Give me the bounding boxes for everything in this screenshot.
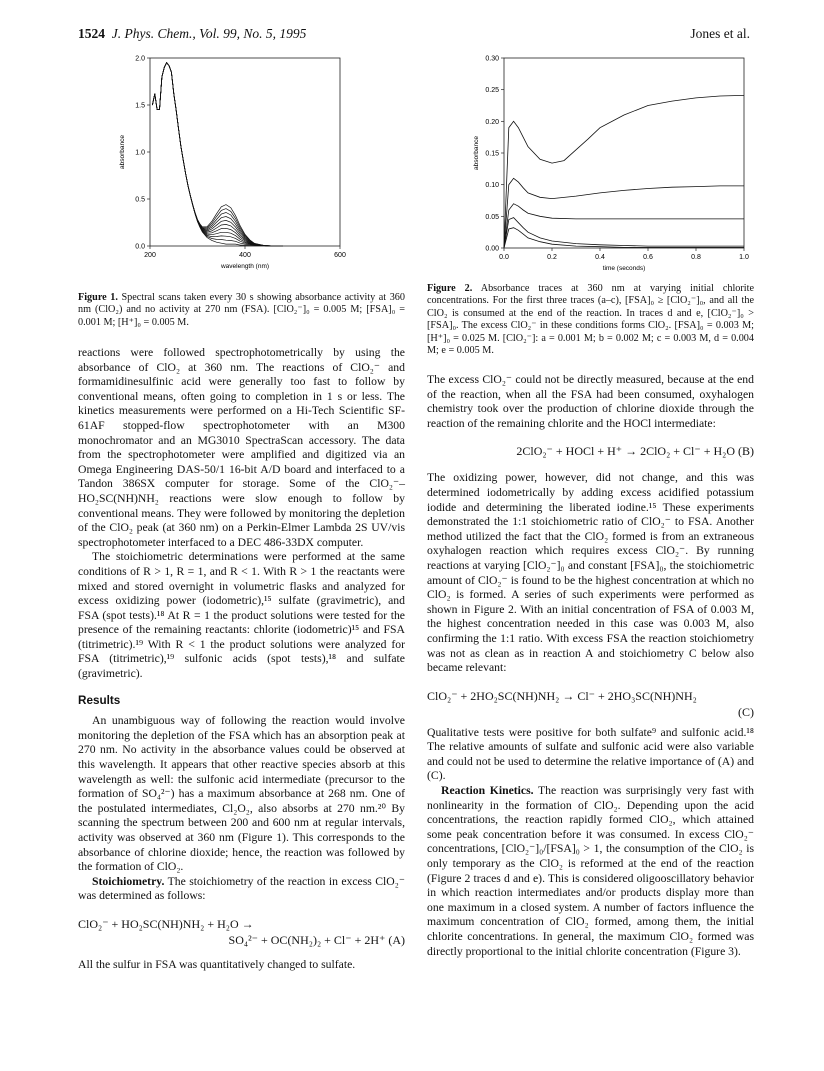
equation-a: ClO₂⁻ + HO₂SC(NH)NH₂ + H₂O → SO₄²⁻ + OC(NH₂)₂ + Cl⁻ + 2H⁺ (A) [78, 916, 405, 947]
y-tick-label: 0.0 [135, 243, 145, 251]
x-tick-label: 0.0 [499, 254, 509, 261]
spectral-scan-line [152, 63, 283, 246]
paragraph: An unambiguous way of following the reaction would involve monitoring the depletion of the FSA which has an absorption peak at 270 nm. No activity in the absorbance values could be observed at this wavelength. It appears that other reactive species absorb at this wavelength as well: the sulfonic acid intermediate (precursor to the formation of SO₄²⁻) has a maximum absorbance at 268 nm. One of the postulated intermediates, Cl₂O₂, also absorbs at 270 nm.²⁰ By scanning the spectrum between 200 and 600 nm at regular intervals, activity was observed at 360 nm (Figure 1). This corresponds to the absorbance of chlorine dioxide; hence, the reaction was followed by the formation of ClO₂. [78, 714, 405, 874]
y-tick-label: 0.15 [485, 150, 499, 158]
x-tick-label: 400 [239, 252, 251, 259]
y-tick-label: 0.25 [485, 87, 499, 95]
x-axis-label: wavelength (nm) [220, 263, 270, 270]
page-number: 1524 [78, 26, 105, 41]
run-in-heading: Reaction Kinetics. [441, 784, 534, 798]
figure-2-label: Figure 2. [427, 283, 473, 294]
journal-citation: J. Phys. Chem., Vol. 99, No. 5, 1995 [111, 26, 307, 41]
y-tick-label: 2.0 [135, 55, 145, 63]
plot-frame [150, 58, 340, 246]
figure-2-caption-text: Absorbance traces at 360 nm at varying initial chlorite concentrations. For the first three traces (a–c), [FSA]₀ ≥ [ClO₂⁻]₀, and all the ClO₂ is consumed at the end of the reaction. In traces d and e, [ClO₂⁻]₀ > [FSA]₀. The excess ClO₂⁻ in these conditions forms ClO₂. [FSA]₀ = 0.003 M; [H⁺]₀ = 0.025 M. [ClO₂⁻]: a = 0.001 M; b = 0.002 M; c = 0.003 M, d = 0.004 M; e = 0.005 M. [427, 283, 754, 357]
figure-2-chart [470, 50, 760, 280]
paragraph: The stoichiometric determinations were performed at the same conditions of R > 1, R = 1, and R < 1. With R > 1 the reactants were mixed and stored overnight in volumetric flasks and analyzed for excess oxidizing power (iodometric),¹⁵ sulfate (gravimetric), and FSA (spot tests).¹⁸ At R = 1 the product solutions were tested for the presence of the remaining reactants: chlorite (iodometric)¹⁵ and FSA (titrimetric).¹⁹ With R < 1 the product solutions were analyzed for FSA (titrimetric),¹⁹ sulfonic acids (spot tests),¹⁸ and sulfate (gravimetric). [78, 550, 405, 681]
figure-2-caption [427, 283, 754, 357]
figure-1-label: Figure 1. [78, 292, 118, 303]
x-tick-label: 600 [334, 252, 346, 259]
paragraph: The oxidizing power, however, did not change, and this was determined iodometrically by adding excess acidified potassium iodide and determining the liberated iodine.¹⁵ These experiments demonstrated the 1:1 stoichiometric ratio of ClO₂⁻ to FSA. Another method utilized the fact that the ClO₂ formed is from an extraneous oxyhalogen reaction which requires excess ClO₂⁻. By running reactions at varying [ClO₂⁻]₀ and constant [FSA]₀, the stoichiometric amount of ClO₂⁻ is found to be the highest concentration at which no ClO₂ is formed. A series of such experiments were performed as shown in Figure 2. With an initial concentration of FSA of 0.003 M, the highest concentration needed in this case was 0.003 M, also confirming the 1:1 ratio. With excess FSA the reaction stoichiometry was not as clean as in reaction A and stoichiometry C below also became relevant: [427, 471, 754, 675]
paragraph: All the sulfur in FSA was quantitatively changed to sulfate. [78, 957, 356, 971]
x-tick-label: 0.8 [691, 254, 701, 261]
figure-1-caption-text: Spectral scans taken every 30 s showing absorbance activity at 360 nm (ClO₂) and no activity at 270 nm (FSA). [ClO₂⁻]₀ = 0.005 M; [FSA]₀ = 0.001 M; [H⁺]₀ = 0.005 M. [78, 292, 405, 328]
figure-1-caption [78, 292, 405, 329]
plot-frame [504, 58, 744, 248]
x-tick-label: 0.2 [547, 254, 557, 261]
y-tick-label: 0.10 [485, 182, 499, 190]
paragraph: The stoichiometry of the reaction in excess ClO₂⁻ was determined as follows: [78, 874, 405, 903]
y-axis-label: absorbance [119, 135, 126, 169]
y-tick-label: 0.00 [485, 245, 499, 253]
y-tick-label: 1.5 [135, 102, 145, 110]
equation-b: 2ClO₂⁻ + HOCl + H⁺ → 2ClO₂ + Cl⁻ + H₂O (B) [516, 444, 754, 459]
y-tick-label: 1.0 [135, 149, 145, 157]
x-axis-label: time (seconds) [602, 265, 646, 272]
paragraph: Qualitative tests were positive for both sulfate⁹ and sulfonic acid.¹⁸ The relative amounts of sulfate and sulfonic acid were also variable and could not be used to determine the relative importance of (A) and (C). [427, 725, 754, 783]
figure-1-chart [80, 52, 400, 282]
paragraph: The excess ClO₂⁻ could not be directly measured, because at the end of the reaction, when all the FSA had been consumed, oxyhalogen chemistry took over the production of chlorine dioxide through the reaction of the remaining chlorite and the HOCl intermediate: [427, 373, 754, 430]
absorbance-trace-line [504, 218, 744, 248]
page-header [78, 26, 750, 44]
y-tick-label: 0.5 [135, 196, 145, 204]
x-tick-label: 0.6 [643, 254, 653, 261]
x-tick-label: 1.0 [739, 254, 749, 261]
equation-c: ClO₂⁻ + 2HO₂SC(NH)NH₂ → Cl⁻ + 2HO₃SC(NH)NH₂ (C) [427, 688, 754, 719]
paragraph: The reaction was surprisingly very fast with nonlinearity in the formation of ClO₂. Depending upon the acid concentrations, the reaction rapidly formed ClO₂, which attained some peak concentration before it was consumed. In excess ClO₂⁻ concentrations, [ClO₂⁻]₀/[FSA]₀ > 1, the consumption of the ClO₂ is only temporary as the ClO₂ is reformed at the end of the reaction (Figure 2 traces d and e). This is considered oligooscillatory behavior in which reaction intermediates and/or products display more than one maximum in a closed system. A number of factors influence the maximum concentration of ClO₂ formed, among them, the initial chlorite concentrations. In general, the maximum ClO₂ formed was directly proportional to the initial chlorite concentration (Figure 3). [427, 784, 754, 958]
left-column [78, 346, 405, 973]
paragraph: reactions were followed spectrophotometrically by using the absorbance of ClO₂ at 360 nm. The reactions of ClO₂⁻ and formamidinesulfinic acid were generally too fast to follow by conventional means, often going to completion in 1 s or less. The kinetics measurements were performed on a Hi-Tech Scientific SF-61AF stopped-flow spectrophotometer with an M300 monochromator and an MG3010 SpectraScan accessory. The data from the spectrophotometer were amplified and digitized via an Omega Engineering DAS-50/1 16-bit A/D board and interfaced to a Tandon 386SX computer for storage. Some of the ClO₂⁻–HO₂SC(NH)NH₂ reactions were slow enough to follow by conventional means. They were followed by monitoring the depletion of the ClO₂ peak (at 360 nm) on a Perkin-Elmer Lambda 2S UV/vis spectrophotometer interfaced to a DEC 486-33DX computer. [78, 346, 405, 549]
absorbance-trace-line [504, 95, 744, 248]
y-tick-label: 0.20 [485, 118, 499, 126]
x-tick-label: 0.4 [595, 254, 605, 261]
x-tick-label: 200 [144, 252, 156, 259]
section-heading-results: Results [78, 693, 121, 707]
running-authors: Jones et al. [690, 26, 750, 41]
right-column [427, 373, 754, 959]
y-tick-label: 0.05 [485, 213, 499, 221]
y-axis-label: absorbance [473, 136, 480, 170]
y-tick-label: 0.30 [485, 55, 499, 63]
run-in-heading: Stoichiometry. [92, 874, 165, 888]
